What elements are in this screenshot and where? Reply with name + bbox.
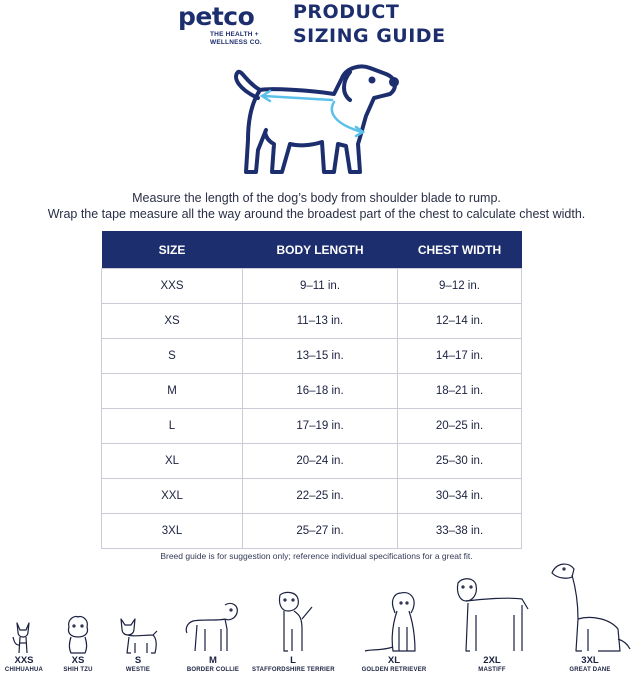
- shih-tzu-icon: [61, 613, 95, 655]
- breed-guide-note: Breed guide is for suggestion only; reference individual specifications for a great fit.: [160, 551, 473, 561]
- breed-size-label: 2XL: [483, 655, 501, 666]
- cell-size: M: [102, 374, 243, 409]
- cell-chest-width: 9–12 in.: [398, 269, 522, 304]
- cell-chest-width: 30–34 in.: [398, 479, 522, 514]
- breed-name-label: WESTIE: [125, 667, 151, 673]
- breed-name-label: CHIHUAHUA: [4, 667, 44, 673]
- cell-size: XS: [102, 304, 243, 339]
- border-collie-icon: [183, 599, 243, 655]
- chihuahua-icon: [11, 619, 37, 655]
- header-chest-width: CHEST WIDTH: [398, 231, 522, 269]
- header-body-length: BODY LENGTH: [243, 231, 398, 269]
- page-title-line1: PRODUCT: [293, 1, 400, 23]
- breed-size-label: L: [290, 655, 296, 666]
- brand-tagline-line2: WELLNESS CO.: [210, 39, 262, 46]
- golden-retriever-icon: [361, 587, 427, 655]
- table-row: [102, 479, 522, 514]
- cell-chest-width: 25–30 in.: [398, 444, 522, 479]
- breed-size-label: S: [134, 655, 142, 666]
- breed-xs: [54, 613, 102, 674]
- cell-body-length: 13–15 in.: [243, 339, 398, 374]
- page-title-line2: SIZING GUIDE: [293, 25, 446, 47]
- instruction-body-length: Measure the length of the dog’s body from shoulder blade to rump.: [132, 191, 501, 205]
- breed-xl: [356, 587, 432, 674]
- cell-size: XL: [102, 444, 243, 479]
- table-row: [102, 409, 522, 444]
- cell-body-length: 17–19 in.: [243, 409, 398, 444]
- breed-2xl: [452, 575, 532, 674]
- measuring-dog-illustration: [210, 60, 410, 180]
- brand-name: petco: [178, 2, 255, 31]
- page-title: [293, 0, 446, 48]
- breed-xxs: [0, 619, 48, 674]
- breed-size-label: 3XL: [581, 655, 599, 666]
- breed-name-label: STAFFORDSHIRE TERRIER: [252, 667, 335, 673]
- breed-size-label: XL: [387, 655, 401, 666]
- cell-size: S: [102, 339, 243, 374]
- breed-name-label: GREAT DANE: [569, 667, 611, 673]
- table-row: [102, 514, 522, 549]
- table-row: [102, 444, 522, 479]
- cell-body-length: 20–24 in.: [243, 444, 398, 479]
- cell-size: XXL: [102, 479, 243, 514]
- instruction-chest-width: Wrap the tape measure all the way around the broadest part of the chest to calculate chest width.: [47, 207, 586, 221]
- table-row: [102, 339, 522, 374]
- table-header-row: [102, 231, 522, 269]
- cell-chest-width: 14–17 in.: [398, 339, 522, 374]
- breed-size-label: XXS: [14, 655, 34, 666]
- table-row: [102, 304, 522, 339]
- breed-size-label: XS: [71, 655, 85, 666]
- cell-chest-width: 20–25 in.: [398, 409, 522, 444]
- cell-size: 3XL: [102, 514, 243, 549]
- brand-tagline: [210, 31, 280, 47]
- cell-size: XXS: [102, 269, 243, 304]
- brand-tagline-line1: THE HEALTH +: [210, 31, 259, 38]
- breed-s: [112, 613, 164, 674]
- staffordshire-terrier-icon: [266, 589, 320, 655]
- header-size: SIZE: [102, 231, 243, 269]
- size-table: [101, 231, 522, 549]
- breed-l: [252, 589, 334, 674]
- cell-body-length: 11–13 in.: [243, 304, 398, 339]
- cell-body-length: 16–18 in.: [243, 374, 398, 409]
- cell-body-length: 22–25 in.: [243, 479, 398, 514]
- breed-name-label: BORDER COLLIE: [186, 667, 240, 673]
- cell-body-length: 9–11 in.: [243, 269, 398, 304]
- cell-size: L: [102, 409, 243, 444]
- mastiff-icon: [452, 575, 532, 655]
- cell-body-length: 25–27 in.: [243, 514, 398, 549]
- breed-name-label: GOLDEN RETRIEVER: [361, 667, 427, 673]
- breed-3xl: [548, 559, 632, 674]
- table-row: [102, 374, 522, 409]
- great-dane-icon: [548, 559, 632, 655]
- westie-icon: [115, 613, 161, 655]
- petco-logo: [178, 2, 273, 46]
- cell-chest-width: 33–38 in.: [398, 514, 522, 549]
- cell-chest-width: 18–21 in.: [398, 374, 522, 409]
- table-row: [102, 269, 522, 304]
- breed-m: [180, 599, 246, 674]
- breed-name-label: SHIH TZU: [63, 667, 93, 673]
- breed-name-label: MASTIFF: [478, 667, 506, 673]
- breed-size-label: M: [209, 655, 217, 666]
- measurement-instructions: [0, 190, 633, 222]
- cell-chest-width: 12–14 in.: [398, 304, 522, 339]
